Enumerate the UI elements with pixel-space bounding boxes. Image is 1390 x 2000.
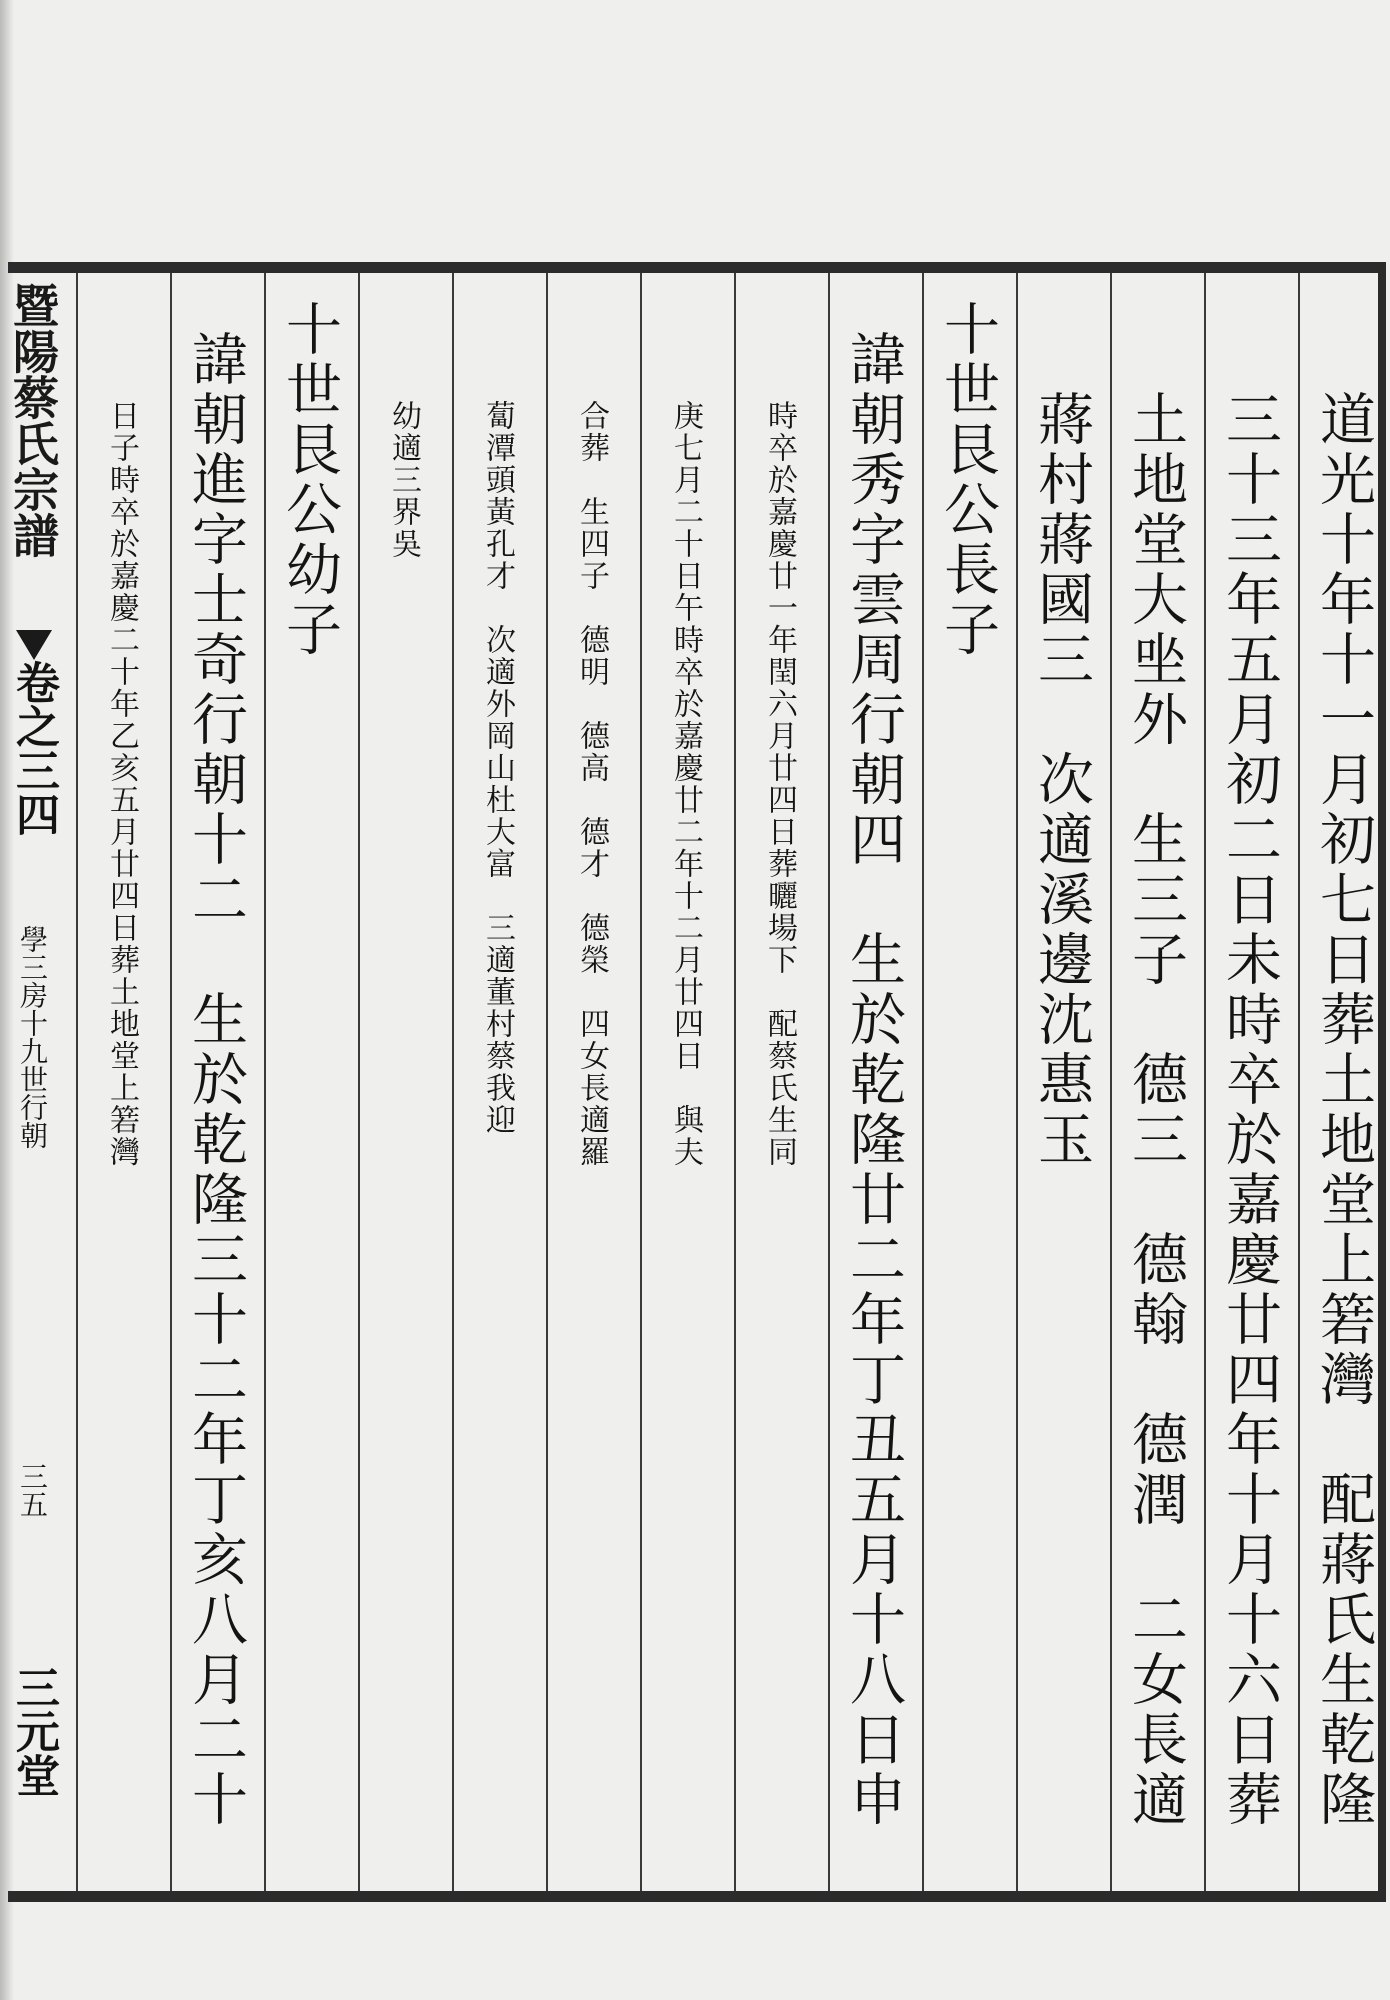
book-title: 暨陽蔡氏宗譜 (6, 282, 60, 558)
text-column: 諱朝秀字雲周行朝四 生於乾隆廿二年丁丑五月十八日申 (841, 330, 906, 1830)
text-column: 合葬 生四子 德明 德高 德才 德榮 四女長適羅 (574, 400, 609, 1168)
hall-name: 三元堂 (8, 1665, 59, 1797)
generation-heading: 十世艮公幼子 (277, 300, 342, 660)
text-column: 土地堂大㘴外 生三子 德三 德翰 德潤 二女長適 (1123, 390, 1188, 1830)
text-column: 庚七月二十日午時卒於嘉慶廿二年十二月廿四日 與夫 (668, 400, 703, 1168)
text-column: 三十三年五月初二日未時卒於嘉慶廿四年十月十六日葬 (1217, 390, 1282, 1830)
text-column: 日子時卒於嘉慶二十年乙亥五月廿四日葬土地堂上箬灣 (104, 400, 139, 1168)
text-column: 幼適三界吳 (386, 400, 421, 560)
fish-tail-mark-icon (16, 630, 52, 660)
page-number: 三五 (16, 1462, 49, 1518)
volume-label: 卷之三四 (8, 660, 59, 836)
text-column: 蔣村蔣國三 次適溪邊沈惠玉 (1029, 390, 1094, 1170)
section-label: 學三房十九世行朝 (16, 925, 49, 1149)
generation-heading: 十世艮公長子 (935, 300, 1000, 660)
text-column: 諱朝進字士奇行朝十二 生於乾隆三十二年丁亥八月二十 (183, 330, 248, 1830)
text-column: 道光十年十一月初七日葬土地堂上箬灣 配蔣氏生乾隆 (1311, 390, 1376, 1830)
text-column: 時卒於嘉慶廿一年閏六月廿四日葬曬場下 配蔡氏生同 (762, 400, 797, 1168)
text-column: 蔔潭頭黃孔才 次適外岡山杜大富 三適董村蔡我迎 (480, 400, 515, 1136)
